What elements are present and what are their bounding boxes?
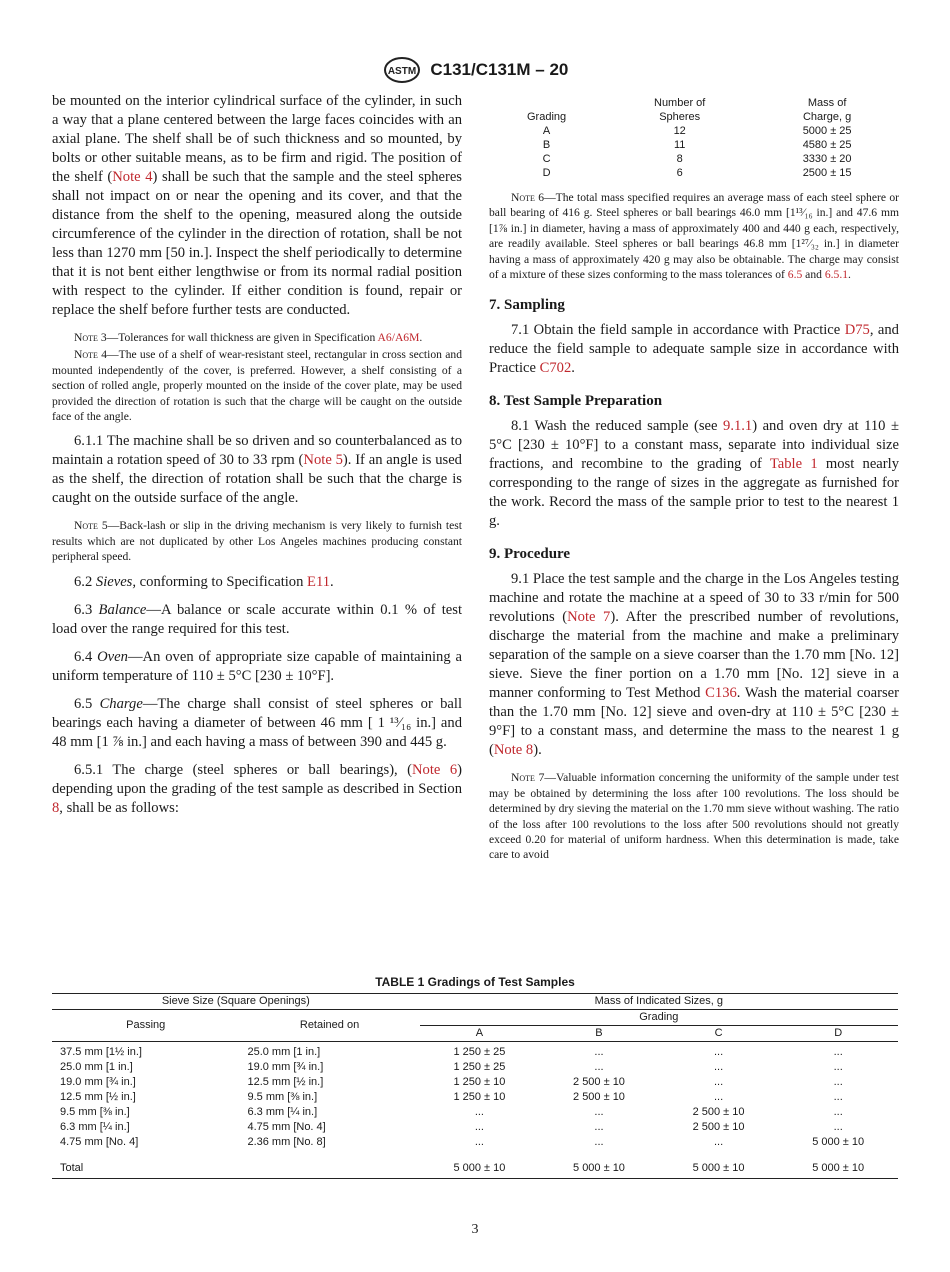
paragraph-8-1: 8.1 Wash the reduced sample (see 9.1.1) and oven dry at 110 ± 5°C [230 ± 10°F] to a constant mass, separate into individual size fractions, and recombine to the grading of Table 1 most nearly corresponding to the range of sizes in the aggregate as furnished for the work. Record the mass of the sample prior to test to the nearest 1 g. [489,418,899,530]
table-row: 6.3 mm [¼ in.] 4.75 mm [No. 4] ... ... 2 500 ± 10 ... [60,1121,843,1133]
a6-link[interactable]: A6/A6M [377,331,420,344]
paragraph-6-3: 6.3 Balance—A balance or scale accurate within 0.1 % of test load over the range required for this test. [52,601,462,637]
note-4: Note 4—The use of a shelf of wear-resistant steel, rectangular in cross section and mounted independently of the cover, is preferred. However, a shelf consisting of a section of rolled angle, properly mounted on the inside of the cover plate, may be used provided the direction of rotation is such that the charge will be caught on the outside face of the angle. [52,348,462,424]
right-column [489,96,899,871]
c136-link[interactable]: C136 [705,685,737,702]
table-row: B 11 4580 ± 25 [542,139,852,151]
note-8-link[interactable]: Note 8 [493,742,534,759]
left-column [52,92,462,827]
note-6: Note 6—The total mass specified requires an average mass of each steel sphere or ball bearing of 416 g. Steel spheres or ball bearings 46.0 mm [1¹³⁄₁₆ in.] and 47.6 mm [1⅞ in.] in diameter, having a mass of approximately 400 and 440 g each, respectively, are readily available. Steel spheres or ball bearings 46.8 mm [1²⁷⁄₃₂ in.] in diameter having a mass of approximately 420 g may also be obtainable. The charge may consist of a mixture of these sizes conforming to the mass tolerances of 6.5 and 6.5.1. [489,191,899,282]
table-row: A 12 5000 ± 25 [542,125,852,137]
table-row: 37.5 mm [1½ in.] 25.0 mm [1 in.] 1 250 ± 25 ... ... ... [60,1046,843,1058]
note-5: Note 5—Back-lash or slip in the driving mechanism is very likely to furnish test results which are not duplicated by other Los Angeles machines producing constant peripheral speed. [52,519,462,564]
paragraph-6-4: 6.4 Oven—An oven of appropriate size capable of maintaining a uniform temperature of 110 ± 5°C [230 ± 10°F]. [52,648,463,684]
section-6-5-1-link[interactable]: 6.5.1 [824,268,849,282]
section-9-heading: 9. Procedure [489,546,571,563]
section-6-5-link[interactable]: 6.5 [787,268,803,282]
note-4-link[interactable]: Note 4 [112,169,153,185]
table-1-header-row-3: A B C D [52,1026,898,1042]
paragraph-6-1-continued: be mounted on the interior cylindrical surface of the cylinder, in such a way that a plane centered between the large faces coincides with an axial plane. The shelf shall be of such thickness and so mounted, by bolts or other suitable means, as to be firm and rigid. The position of the shelf (Note 4) shall be such that the sample and the steel spheres shall not impact on or near the opening and its cover, and that the distance from the shelf to the opening, measured along the outside circumference of the cylinder in the direction of rotation, shall be not less than 1270 mm [50 in.]. Inspect the shelf periodically to determine that it is not bent either lengthwise or from its normal radial position with respect to the cylinder. If either condition is found, repair or replace the shelf before further tests are conducted. [52,93,462,318]
table-row: 12.5 mm [½ in.] 9.5 mm [⅜ in.] 1 250 ± 10 2 500 ± 10 ... ... [60,1091,843,1103]
section-9-1-1-link[interactable]: 9.1.1 [723,418,753,435]
section-8-heading: 8. Test Sample Preparation [489,393,663,410]
paragraph-6-5-1: 6.5.1 The charge (steel spheres or ball bearings), (Note 6) depending upon the grading of the test sample as described in Section 8, shall be as follows: [52,761,462,816]
page-number: 3 [471,1222,479,1237]
page-header [0,56,950,84]
note-6-link[interactable]: Note 6 [412,761,458,778]
table-1 [52,975,898,1179]
note-3: Note 3—Tolerances for wall thickness are given in Specification A6/A6M. [74,331,423,344]
paragraph-9-1: 9.1 Place the test sample and the charge in the Los Angeles testing machine and rotate the machine at a speed of 30 to 33 r/min for 500 revolutions (Note 7). After the prescribed number of revolutions, discharge the material from the machine and make a preliminary separation of the sample on a sieve coarser than the 1.70 mm [No. 12] sieve. Sieve the finer portion on a 1.70 mm [No. 12] sieve in a manner conforming to Test Method C136. Wash the material coarser than the 1.70 mm [No. 12] sieve and oven-dry at 110 ± 5°C [230 ± 9°F] to a constant mass, and determine the mass to the nearest 1 g (Note 8). [489,571,899,759]
charge-table-header-1: Number of Mass of [654,97,847,109]
table-1-link[interactable]: Table 1 [769,456,818,473]
table-total-row: Total 5 000 ± 10 5 000 ± 10 5 000 ± 10 5 000 ± 10 [52,1150,898,1179]
table-row: 25.0 mm [1 in.] 19.0 mm [¾ in.] 1 250 ± 25 ... ... ... [60,1061,843,1073]
table-row: 19.0 mm [¾ in.] 12.5 mm [½ in.] 1 250 ± 10 2 500 ± 10 ... ... [60,1076,843,1088]
paragraph-6-1-1: 6.1.1 The machine shall be so driven and so counterbalanced as to maintain a rotation speed of 30 to 33 rpm (Note 5). If an angle is used as the shelf, the direction of rotation shall be such that the charge is caught on the outside surface of the angle. [52,433,462,507]
paragraph-6-2: 6.2 Sieves, conforming to Specification E11. [74,573,334,590]
charge-table-header-2: Grading Spheres Charge, g [527,111,852,123]
table-row: 4.75 mm [No. 4] 2.36 mm [No. 8] ... ... ... 5 000 ± 10 [60,1136,865,1148]
paragraph-7-1: 7.1 Obtain the field sample in accordance with Practice D75, and reduce the field sample to adequate sample size in accordance with Practice C702. [489,322,899,377]
note-5-link[interactable]: Note 5 [303,452,343,469]
c702-link[interactable]: C702 [539,360,572,377]
paragraph-6-5: 6.5 Charge—The charge shall consist of steel spheres or ball bearings each having a diameter of between 46 mm [ 1 ¹³⁄₁₆ in.] and 48 mm [1 ⅞ in.] and each having a mass of between 390 and 445 g. [52,695,463,750]
table-row: D 6 2500 ± 15 [542,167,852,179]
table-1-header-row-1: Sieve Size (Square Openings) Mass of Indicated Sizes, g [52,994,898,1010]
note-7: Note 7—Valuable information concerning the uniformity of the sample under test may be obtained by determining the loss after 100 revolutions. The loss should be determined by dry sieving the material on the 1.70 mm sieve without washing. The ratio of the loss after 100 revolutions to the loss after 500 revolutions should not greatly exceed 0.20 for material of uniform hardness. When this determination is made, take care to avoid [489,771,899,862]
note-7-link[interactable]: Note 7 [567,609,611,626]
standard-designation: C131/C131M – 20 [430,60,569,79]
table-1-header-row-2: Passing Retained on Grading [52,1010,898,1026]
e11-link[interactable]: E11 [307,573,331,590]
table-row: C 8 3330 ± 20 [542,153,852,165]
section-7-heading: 7. Sampling [489,297,565,314]
section-8-link[interactable]: 8 [52,799,60,816]
table-1-title: TABLE 1 Gradings of Test Samples [375,975,575,989]
table-row: 9.5 mm [⅜ in.] 6.3 mm [¼ in.] ... ... 2 500 ± 10 ... [60,1106,843,1118]
svg-text:ASTM: ASTM [387,66,416,77]
astm-logo-icon [382,56,422,84]
table-1-grid [52,993,898,1179]
d75-link[interactable]: D75 [844,322,870,339]
charge-table [489,96,899,180]
